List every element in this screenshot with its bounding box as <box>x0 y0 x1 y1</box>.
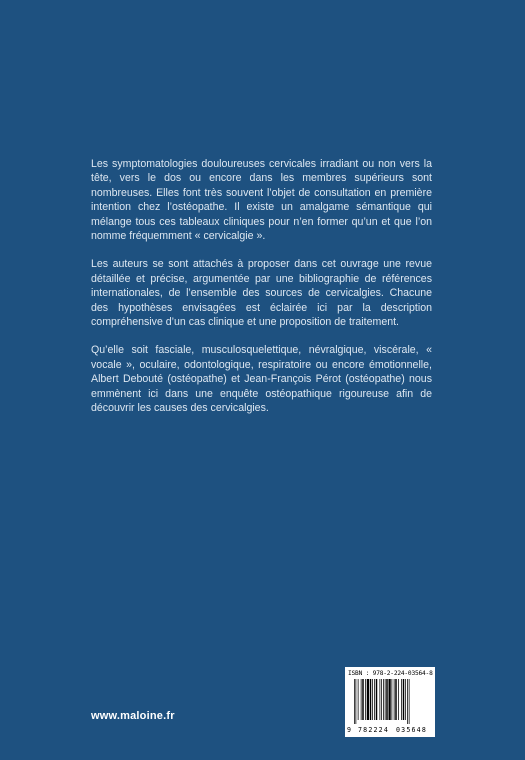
barcode-bar <box>362 679 364 720</box>
blurb-paragraph-3: Qu’elle soit fasciale, musculosquelettique, névralgique, viscérale, « vocale », oculaire, odontologique, respiratoire ou encore émotionnelle, Albert Debouté (ostéopathe) et Jean-François Pérot (ostéopathe) nous emmènent ici dans une enquête ostéopathique rigoureuse afin de découvrir les causes des cervicalgies. <box>91 344 432 415</box>
barcode-bar <box>376 679 378 720</box>
ean-right-group: 035648 <box>396 726 428 734</box>
barcode-bar <box>381 679 382 720</box>
barcode-bar <box>403 679 405 720</box>
blurb-paragraph-2: Les auteurs se sont attachés à proposer dans cet ouvrage une revue détaillée et précise, argumentée par une bibliographie de références internationales, de l’ensemble des sources de cervicalgies. Chacune des hypothèses envisagées est éclairée ici par la description compréhensive d’un cas clinique et une proposition de traitement. <box>91 258 432 329</box>
barcode-bar <box>358 679 359 720</box>
publisher-website: www.maloine.fr <box>91 710 175 722</box>
back-cover-blurb <box>91 157 432 430</box>
blurb-paragraph-1: Les symptomatologies douloureuses cervicales irradiant ou non vers la tête, vers le dos ou encore dans les membres supérieurs sont nombreuses. Elles font très souvent l’objet de consultation en première intention chez l’ostéopathe. Il existe un amalgame sémantique qui mélange tous ces tableaux cliniques pour n’en former qu’un et que l’on nomme fréquemment « cervicalgie ». <box>91 158 432 243</box>
barcode-bar <box>389 679 391 720</box>
barcode-bar <box>395 679 397 720</box>
barcode-bar <box>409 679 410 724</box>
ean-first-digit: 9 <box>347 726 351 734</box>
barcode-bar <box>407 679 408 724</box>
barcode-label <box>345 667 435 737</box>
barcode-bar <box>374 679 375 720</box>
barcode-bar <box>386 679 388 720</box>
barcode-bar <box>354 679 355 724</box>
barcode-bar <box>401 679 402 720</box>
barcode-bar <box>372 679 373 720</box>
barcode-bar <box>380 679 381 720</box>
barcode-bar <box>405 679 406 720</box>
barcode-bar <box>370 679 372 720</box>
barcode-bar <box>394 679 395 720</box>
barcode-bar <box>361 679 362 720</box>
barcode-bar <box>392 679 393 720</box>
isbn-text: ISBN : 978-2-224-03564-8 <box>348 670 433 677</box>
barcode-bar <box>365 679 366 720</box>
ean-left-group: 782224 <box>358 726 390 734</box>
barcode-bar <box>398 679 399 720</box>
barcode-bar <box>383 679 384 720</box>
barcode-bars <box>351 679 429 724</box>
barcode-bar <box>367 679 369 720</box>
barcode-bar <box>356 679 357 724</box>
barcode-bar <box>385 679 386 720</box>
